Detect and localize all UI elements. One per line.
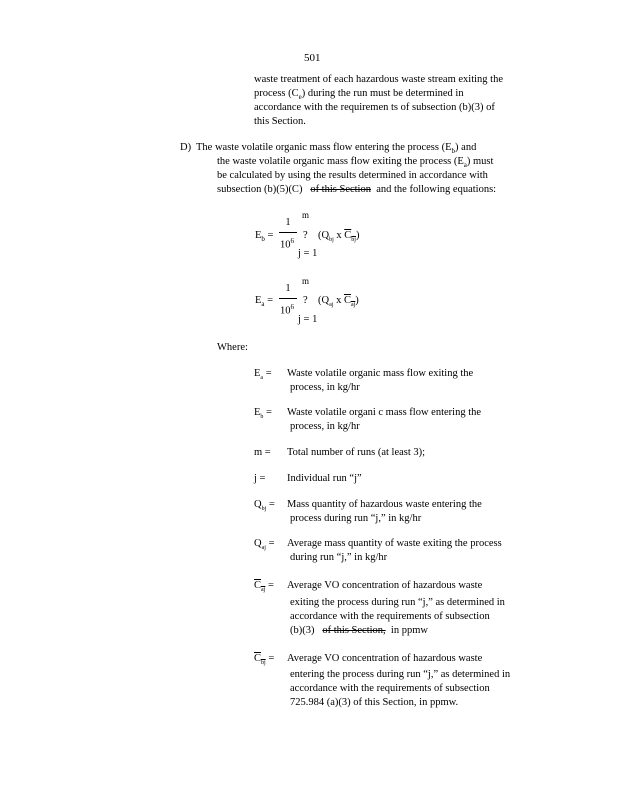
subscript: e: [298, 93, 302, 102]
struck-text: of this Section,: [322, 625, 386, 636]
fraction-numerator: 1: [285, 283, 291, 294]
text: 10: [280, 305, 291, 317]
section-marker: D): [180, 142, 192, 153]
equals: =: [267, 295, 274, 306]
subscript: a: [260, 375, 264, 382]
symbol: E: [254, 407, 261, 418]
definition-text: process, in kg/hr: [290, 382, 360, 393]
subscript: bj: [351, 237, 356, 244]
sum-lower-limit: j = 1: [298, 248, 318, 259]
fraction-denominator: [280, 234, 294, 253]
text: ) must: [466, 156, 494, 167]
text: in ppmw: [390, 625, 428, 636]
equals: =: [267, 580, 274, 591]
text: C: [343, 295, 351, 306]
text: C: [344, 230, 352, 241]
definition-text: Average VO concentration of hazardous waste: [287, 653, 483, 664]
definition-symbol: [254, 579, 274, 597]
equals: =: [268, 499, 275, 510]
text: ): [355, 230, 360, 241]
subscript: b: [451, 147, 456, 156]
section-d-line: [217, 183, 496, 197]
intro-line: waste treatment of each hazardous waste stream exiting the: [254, 74, 503, 85]
definition-text: process, in kg/hr: [290, 421, 360, 432]
subscript: b: [261, 235, 265, 244]
equals: =: [268, 538, 275, 549]
text: x: [333, 230, 345, 241]
sum-upper-limit: m: [302, 210, 310, 220]
summation-sign: ?: [303, 295, 308, 306]
equals: =: [265, 368, 272, 379]
superscript: 6: [290, 237, 294, 245]
text: ): [355, 295, 359, 306]
definition-text: [290, 624, 428, 638]
sum-lower-limit: j = 1: [298, 314, 318, 325]
definition-symbol: [254, 652, 274, 670]
equation-term: [318, 229, 359, 247]
definition-text: Average VO concentration of hazardous waste: [287, 580, 483, 591]
definition-symbol: [254, 472, 265, 486]
subscript: bj: [329, 237, 334, 244]
definition-text: process during run “j,” in kg/hr: [290, 513, 422, 524]
symbol: m: [254, 447, 263, 458]
definition-text: Waste volatile organi c mass flow entering the: [287, 407, 482, 418]
equals: =: [264, 447, 271, 458]
definition-text: 725.984 (a)(3) of this Section, in ppmw.: [290, 697, 459, 708]
definition-text: accordance with the requirements of subsection: [290, 611, 490, 622]
struck-text: of this Section: [310, 184, 371, 195]
symbol: E: [255, 295, 262, 306]
definition-text: entering the process during run “j,” as determined in: [290, 669, 511, 680]
symbol: j: [254, 473, 257, 484]
text: x: [333, 295, 344, 306]
subscript: aj: [261, 587, 266, 594]
equation-term: [318, 294, 359, 312]
overlined-c: [343, 295, 356, 309]
definition-text: accordance with the requirements of subsection: [290, 683, 490, 694]
text: (Q: [318, 230, 330, 241]
fraction-numerator: 1: [285, 217, 291, 228]
text: the waste volatile organic mass flow exiting the process (E: [217, 156, 464, 167]
fraction-bar: [279, 298, 297, 299]
overlined-c: [344, 230, 356, 244]
intro-line-text: ) during the run must be determined in: [301, 88, 464, 99]
text: ) and: [455, 142, 477, 153]
text: and the following equations:: [376, 184, 497, 195]
section-d-line: be calculated by using the results determined in accordance with: [217, 170, 488, 181]
definition-text: Average mass quantity of waste exiting the process: [287, 538, 502, 549]
definition-text: Waste volatile organic mass flow exiting the: [287, 368, 474, 379]
equals: =: [266, 407, 272, 418]
equals: =: [259, 473, 266, 484]
definition-text: Total number of runs (at least 3);: [287, 447, 426, 458]
text: The waste volatile organic mass flow entering the process (E: [196, 142, 452, 153]
symbol: C: [254, 653, 262, 664]
subscript: a: [463, 161, 467, 170]
equation-lhs: [255, 229, 273, 246]
where-label: Where:: [217, 342, 248, 353]
intro-line-text: process (C: [254, 88, 299, 99]
subscript: bj: [261, 660, 266, 667]
definition-symbol: [254, 446, 271, 460]
definition-symbol: [254, 406, 272, 424]
definition-text: Individual run “j”: [287, 473, 362, 484]
sum-upper-limit: m: [302, 276, 310, 286]
text: 10: [280, 239, 291, 251]
definition-symbol: [254, 498, 275, 516]
definition-text: during run “j,” in kg/hr: [290, 552, 388, 563]
fraction-bar: [279, 232, 297, 233]
text: (b)(3): [290, 625, 315, 636]
subscript: bj: [261, 506, 267, 513]
text: subsection (b)(5)(C): [217, 184, 303, 195]
subscript: a: [261, 300, 265, 309]
fraction-denominator: [280, 300, 294, 319]
symbol: C: [254, 580, 262, 591]
summation-sign: ?: [303, 230, 308, 241]
text: (Q: [318, 295, 330, 306]
intro-line: this Section.: [254, 116, 306, 127]
definition-symbol: [254, 537, 274, 555]
intro-line: accordance with the requiremen ts of subsection (b)(3) of: [254, 102, 495, 113]
superscript: 6: [290, 303, 294, 311]
subscript: aj: [329, 302, 334, 309]
overlined-symbol: [254, 653, 266, 667]
subscript: aj: [350, 302, 356, 309]
subscript: aj: [261, 545, 266, 552]
symbol: E: [254, 368, 261, 379]
definition-text: exiting the process during run “j,” as determined in: [290, 597, 505, 608]
overlined-symbol: [254, 580, 266, 594]
page-number: 501: [304, 52, 321, 64]
equation-lhs: [255, 294, 273, 311]
symbol: Q: [254, 499, 262, 510]
equals: =: [268, 653, 275, 664]
definition-symbol: [254, 367, 272, 385]
symbol: Q: [254, 538, 262, 549]
symbol: E: [255, 230, 262, 241]
equals: =: [267, 230, 274, 241]
subscript: b: [260, 414, 264, 421]
definition-text: Mass quantity of hazardous waste entering the: [287, 499, 482, 510]
